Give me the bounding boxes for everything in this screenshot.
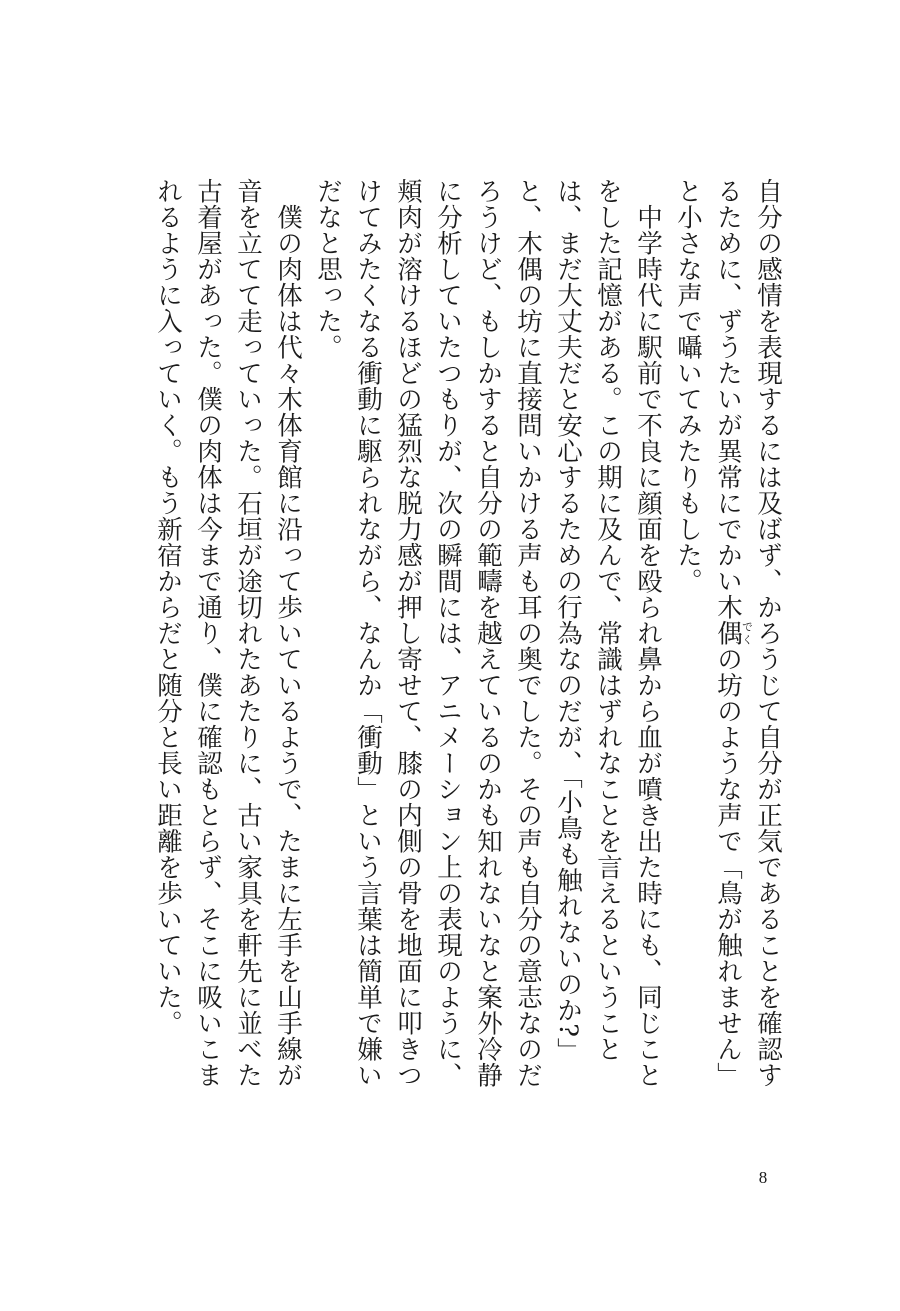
ruby-annotation: 偶でく bbox=[713, 620, 754, 646]
paragraph-3: 僕の肉体は代々木体育館に沿って歩いているようで、たまに左手を山手線が音を立てて走っていった。石垣が途切れたあたりに、古い家具を軒先に並べた古着屋があった。僕の肉体は今まで通り、僕に確認もとらず、そこに吸いこまれるように入っていく。もう新宿からだと随分と長い距離を歩いていた。 bbox=[153, 178, 303, 1088]
paragraph-1: 自分の感情を表現するには及ばず、かろうじて自分が正気であることを確認するために、ずうたいが異常にでかい木偶でくの坊のような声で「鳥が触れません」と小さな声で囁いてみたりもした。 bbox=[673, 178, 783, 1088]
page-number: 8 bbox=[758, 1168, 768, 1187]
ruby-reading: でく bbox=[740, 620, 754, 646]
paragraph-2: 中学時代に駅前で不良に顔面を殴られ鼻から血が噴き出た時にも、同じことをした記憶がある。この期に及んで、常識はずれなことを言えるということは、まだ大丈夫だと安心するための行為なのだが、「小鳥も触れないのか?」と、木偶の坊に直接問いかける声も耳の奥でした。その声も自分の意志なのだろうけど、もしかすると自分の範疇を越えているのかも知れないなと案外冷静に分析していたつもりが、次の瞬間には、アニメーション上の表現のように、頬肉が溶けるほどの猛烈な脱力感が押し寄せて、膝の内側の骨を地面に叩きつけてみたくなる衝動に駆られながら、なんか「衝動」という言葉は簡単で嫌いだなと思った。 bbox=[313, 178, 663, 1088]
vertical-text-block bbox=[98, 178, 788, 1098]
